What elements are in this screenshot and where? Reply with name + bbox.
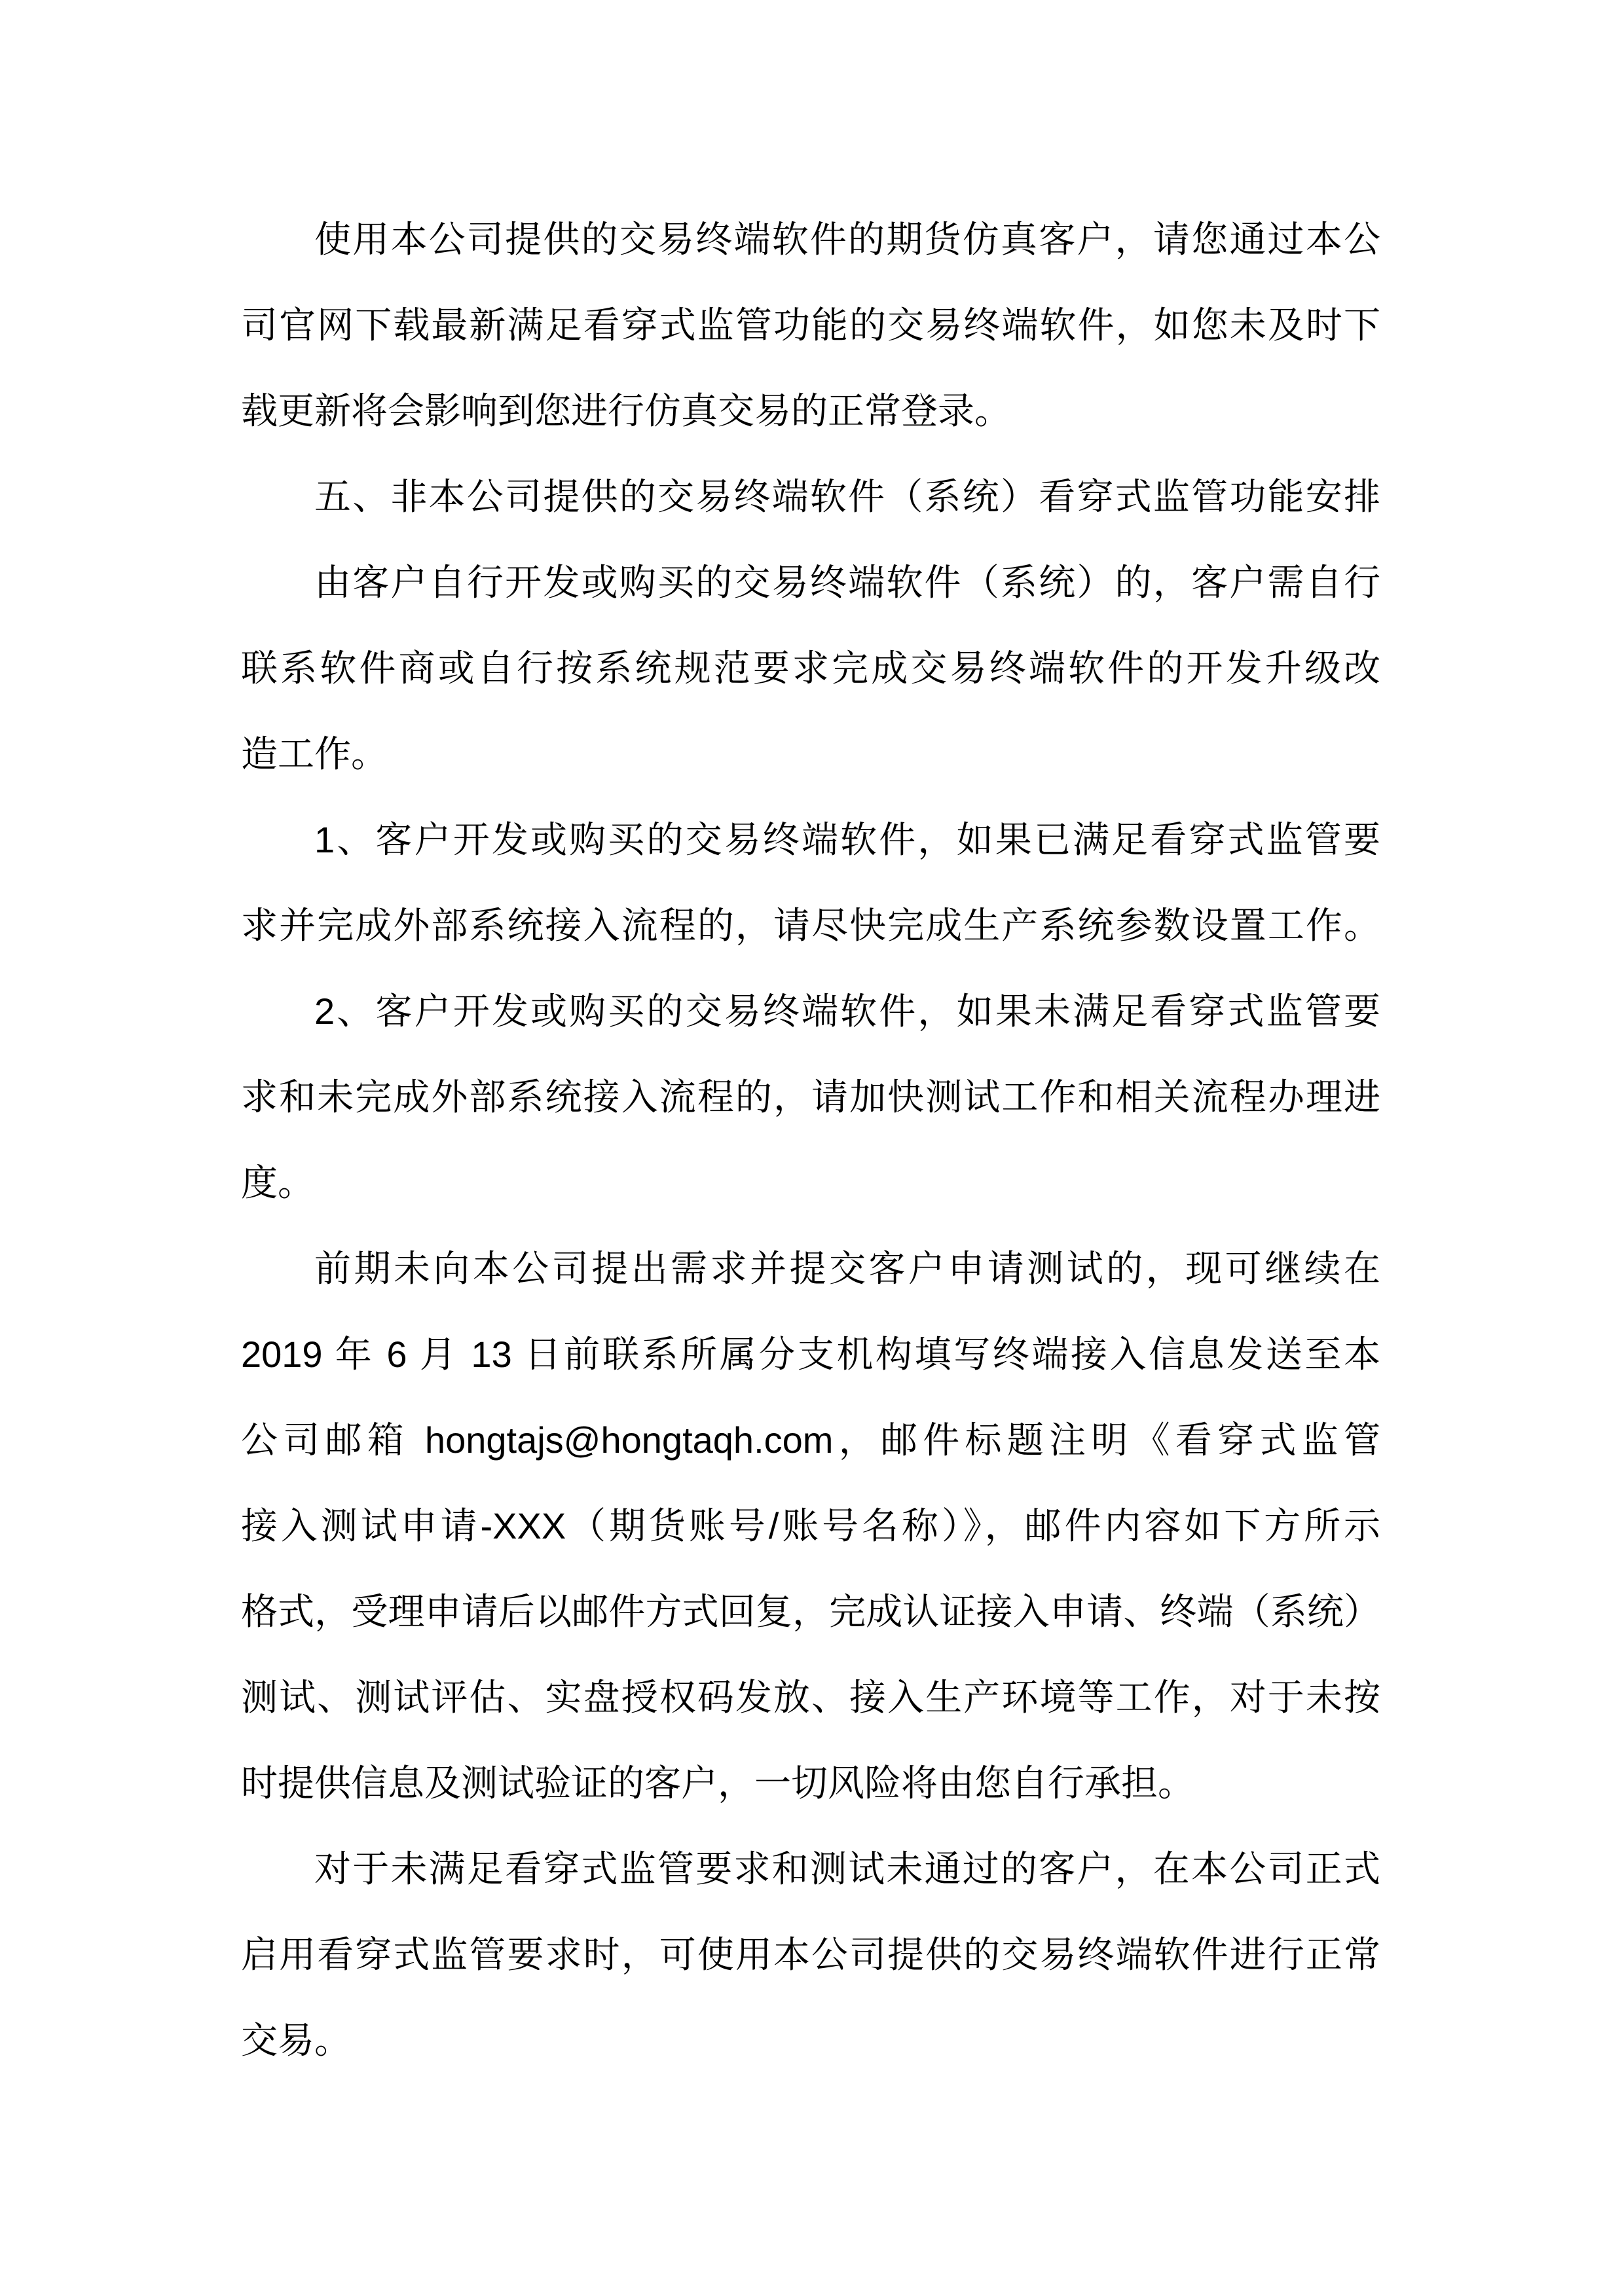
- text-line: 2019 年 6 月 13 日前联系所属分支机构填写终端接入信息发送至本: [241, 1334, 1380, 1375]
- list-item-line: 2、客户开发或购买的交易终端软件，如果未满足看穿式监管要: [314, 991, 1380, 1032]
- text-line: 对于未满足看穿式监管要求和测试未通过的客户，在本公司正式: [314, 1848, 1380, 1889]
- text-line: 启用看穿式监管要求时，可使用本公司提供的交易终端软件进行正常: [241, 1934, 1380, 1975]
- text-line: 求并完成外部系统接入流程的，请尽快完成生产系统参数设置工作。: [241, 905, 1380, 946]
- document-body: [241, 196, 1380, 2083]
- text-line: 造工作。: [241, 733, 388, 774]
- section-heading: 五、非本公司提供的交易终端软件（系统）看穿式监管功能安排: [314, 476, 1380, 517]
- text-line: 载更新将会影响到您进行仿真交易的正常登录。: [241, 390, 1011, 431]
- text-line: 司官网下载最新满足看穿式监管功能的交易终端软件，如您未及时下: [241, 304, 1380, 346]
- text-line: 前期未向本公司提出需求并提交客户申请测试的，现可继续在: [314, 1248, 1380, 1289]
- text-line: 测试、测试评估、实盘授权码发放、接入生产环境等工作，对于未按: [241, 1677, 1380, 1718]
- text-line: 使用本公司提供的交易终端软件的期货仿真客户，请您通过本公: [314, 219, 1380, 260]
- text-line: 格式，受理申请后以邮件方式回复，完成认证接入申请、终端（系统）: [241, 1591, 1380, 1632]
- text-line-with-email: 公司邮箱 hongtajs@hongtaqh.com，邮件标题注明《看穿式监管: [241, 1419, 1380, 1461]
- text-line: 交易。: [241, 2020, 351, 2061]
- text-line: 度。: [241, 1162, 314, 1203]
- text-line: 联系软件商或自行按系统规范要求完成交易终端软件的开发升级改: [241, 647, 1380, 689]
- text-line: 由客户自行开发或购买的交易终端软件（系统）的，客户需自行: [314, 562, 1380, 603]
- list-item-line: 1、客户开发或购买的交易终端软件，如果已满足看穿式监管要: [314, 819, 1380, 860]
- text-line: 时提供信息及测试验证的客户，一切风险将由您自行承担。: [241, 1762, 1194, 1804]
- text-line: 接入测试申请-XXX（期货账号/账号名称）》，邮件内容如下方所示: [241, 1505, 1380, 1546]
- text-line: 求和未完成外部系统接入流程的，请加快测试工作和相关流程办理进: [241, 1076, 1380, 1118]
